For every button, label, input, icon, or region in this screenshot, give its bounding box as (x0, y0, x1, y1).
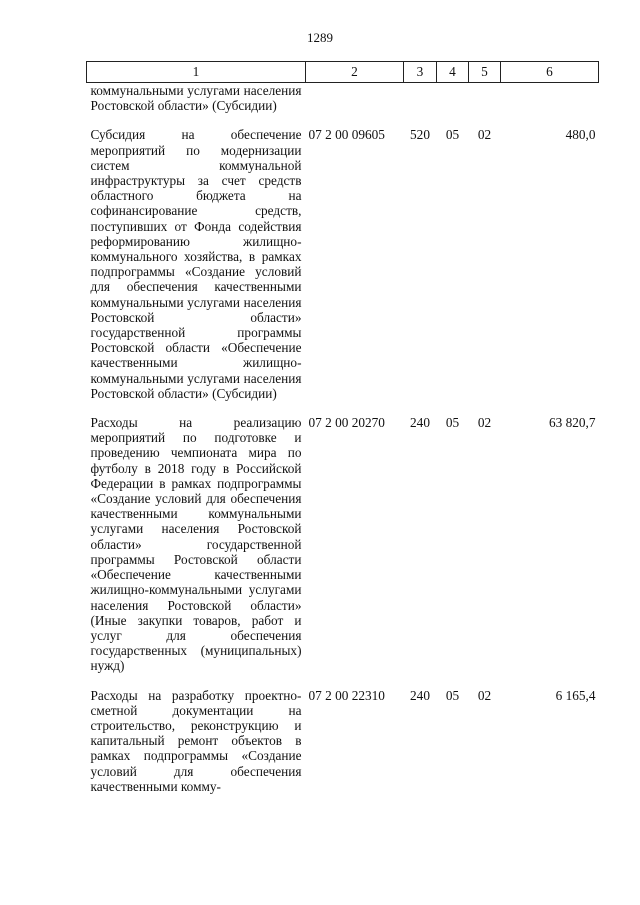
header-cell-4: 4 (437, 62, 469, 83)
header-cell-6: 6 (501, 62, 599, 83)
table-row (87, 688, 599, 808)
row-rz: 05 (445, 127, 460, 143)
row-description: Субсидия на обеспечение мероприятий по модернизации систем коммунальной инфраструктуры за счет средств областного бюджета на софинансирование средств, поступивших от Фонда содействия реформированию жилищно-коммунального хозяйства, в рамках подпрограммы «Создание условий для обеспечения качественными коммунальными услугами населения Ростовской области» государственной программы Ростовской области «Обеспечение качественными жилищно-коммунальными услугами населения Ростовской области» (Субсидии) (90, 127, 302, 401)
row-pr: 02 (477, 687, 492, 703)
row-rz (437, 83, 469, 128)
row-vr (404, 83, 437, 128)
row-vr: 240 (410, 687, 430, 703)
row-amount: 6 165,4 (555, 687, 596, 703)
header-cell-2: 2 (306, 62, 404, 83)
row-pr: 02 (477, 127, 492, 143)
row-code: 07 2 00 20270 (308, 415, 385, 431)
row-description: Расходы на разработку проектно-сметной документации на строительство, реконструкцию и капитальный ремонт объектов в рамках подпрограммы «Создание условий для обеспечения качественными комму- (90, 687, 302, 794)
budget-table (86, 61, 599, 808)
row-rz: 05 (445, 415, 460, 431)
table-header-row (87, 62, 599, 83)
row-code: 07 2 00 22310 (308, 687, 385, 703)
row-code (306, 83, 404, 128)
row-pr: 02 (477, 415, 492, 431)
row-description: Расходы на реализацию мероприятий по подготовке и проведению чемпионата мира по футболу в 2018 году в Российской Федерации в рамках подпрограммы «Создание условий для обеспечения качественными коммунальными услугами населения Ростовской области» государственной программы Ростовской области «Обеспечение качественными жилищно-коммунальными услугами населения Ростовской области» (Иные закупки товаров, работ и услуг для обеспечения государственных (муниципальных) нужд) (90, 415, 302, 674)
row-code: 07 2 00 09605 (308, 127, 385, 143)
table-row (87, 415, 599, 687)
row-amount (501, 83, 599, 128)
table-row (87, 83, 599, 128)
header-cell-5: 5 (469, 62, 501, 83)
row-rz: 05 (445, 687, 460, 703)
page-number: 1289 (307, 30, 333, 45)
row-vr: 240 (410, 415, 430, 431)
table-row (87, 127, 599, 415)
row-pr (469, 83, 501, 128)
header-cell-1: 1 (87, 62, 306, 83)
row-vr: 520 (410, 127, 430, 143)
header-cell-3: 3 (404, 62, 437, 83)
row-description: коммунальными услугами населения Ростовской области» (Субсидии) (90, 83, 302, 114)
row-amount: 63 820,7 (548, 415, 596, 431)
row-amount: 480,0 (565, 127, 596, 143)
